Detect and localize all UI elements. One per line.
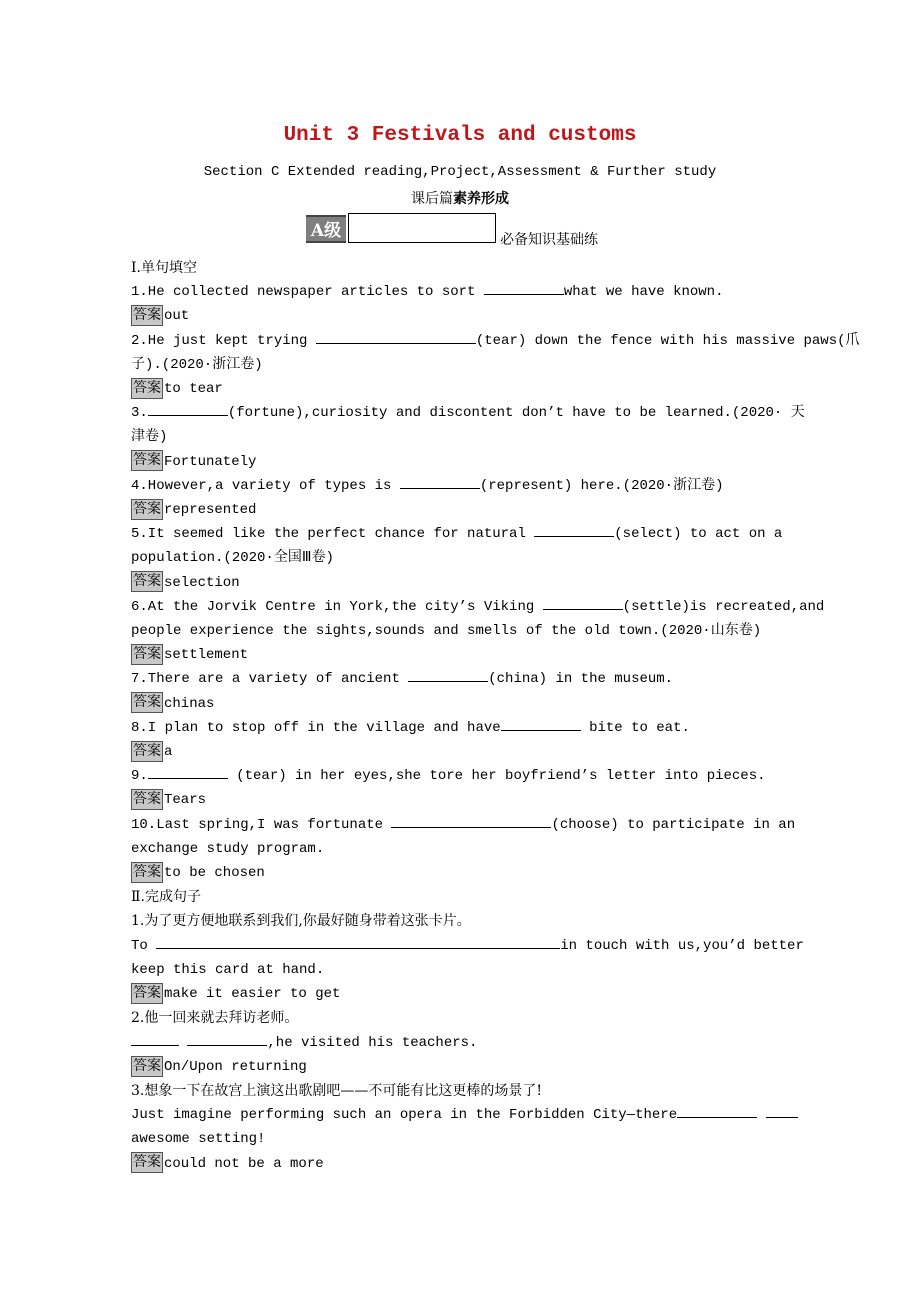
question-text: [757, 1107, 765, 1123]
after-class-label: 课后篇: [411, 191, 453, 207]
answer-text: On/Upon returning: [164, 1058, 307, 1075]
answer-blank[interactable]: [501, 716, 581, 731]
question-text: 6.At the Jorvik Centre in York,the city’s Viking: [131, 598, 543, 615]
question-text: Just imagine performing such an opera in the Forbidden City—there: [131, 1107, 678, 1124]
question-text: (choose) to participate in an: [551, 816, 796, 833]
section-heading: Ⅱ.完成句子: [131, 889, 201, 906]
answer-row: [131, 643, 791, 667]
after-class-subtitle: [0, 188, 920, 208]
unit-title: Unit 3 Festivals and customs: [283, 124, 637, 147]
answer-row: [131, 692, 791, 716]
answer-row: [131, 788, 791, 812]
answer-text: out: [164, 308, 190, 325]
question-text: (tear) down the fence with his massive paws(爪: [475, 332, 860, 349]
answer-blank[interactable]: [408, 667, 488, 682]
question: [131, 280, 791, 304]
answer-tag: 答案: [131, 741, 163, 762]
question-text: (tear) in her eyes,she tore her boyfriend’s letter into pieces.: [227, 768, 766, 785]
answer-blank[interactable]: [187, 1031, 267, 1046]
question-continuation: 津卷): [131, 429, 168, 446]
question: [131, 716, 791, 740]
answer-text: could not be a more: [164, 1155, 324, 1172]
answer-row: [131, 1055, 791, 1079]
answer-blank[interactable]: [400, 474, 480, 489]
answer-blank[interactable]: [484, 280, 564, 295]
question-text: 2.He just kept trying: [131, 332, 316, 349]
question-text: 5.It seemed like the perfect chance for natural: [131, 526, 535, 543]
question-text: 9.: [131, 768, 148, 785]
answer-text: to be chosen: [164, 865, 265, 882]
answer-row: [131, 861, 791, 885]
answer-row: [131, 377, 791, 401]
answer-tag: 答案: [131, 1152, 163, 1173]
answer-tag: 答案: [131, 305, 163, 326]
question-text: 4.However,a variety of types is: [131, 477, 400, 494]
question: [131, 1103, 791, 1127]
question-text: (fortune),curiosity and discontent don’t have to be learned.(2020· 天: [227, 405, 805, 422]
answer-blank[interactable]: [534, 522, 614, 537]
question: [131, 595, 825, 619]
answer-text: selection: [164, 574, 240, 591]
question-text: [179, 1035, 187, 1051]
answer-text: represented: [164, 502, 257, 519]
question-text: 7.There are a variety of ancient: [131, 671, 409, 688]
answer-row: [131, 450, 791, 474]
question-text: (represent) here.(2020·浙江卷): [479, 477, 724, 494]
answer-text: Tears: [164, 792, 207, 809]
answer-text: chinas: [164, 695, 215, 712]
question: [131, 401, 805, 425]
question-continuation: people experience the sights,sounds and smells of the old town.(2020·山东卷): [131, 623, 762, 640]
question-text: (settle)is recreated,and: [622, 598, 825, 615]
question-text: in touch with us,you’d better: [560, 937, 804, 954]
question: [131, 522, 791, 546]
question: [131, 667, 791, 691]
answer-tag: 答案: [131, 378, 163, 399]
answer-text: settlement: [164, 647, 249, 664]
level-badge: A级: [306, 215, 346, 243]
level-box: [348, 213, 496, 243]
answer-text: make it easier to get: [164, 986, 341, 1003]
answer-blank[interactable]: [543, 595, 623, 610]
level-label: 必备知识基础练: [500, 232, 598, 248]
answer-row: [131, 740, 791, 764]
answer-blank[interactable]: [148, 401, 228, 416]
answer-blank[interactable]: [131, 1031, 179, 1046]
answer-blank[interactable]: [316, 329, 476, 344]
question-text: To: [131, 937, 157, 954]
question: [131, 1031, 791, 1055]
answer-blank[interactable]: [677, 1103, 757, 1118]
question-text: (china) in the museum.: [488, 671, 674, 688]
question-text: 8.I plan to stop off in the village and have: [131, 719, 501, 736]
answer-tag: 答案: [131, 983, 163, 1004]
answer-row: [131, 304, 791, 328]
question: [131, 329, 860, 353]
answer-tag: 答案: [131, 862, 163, 883]
question: [131, 813, 796, 837]
answer-row: [131, 571, 791, 595]
answer-row: [131, 498, 791, 522]
question-text: 1.He collected newspaper articles to sort: [131, 284, 484, 301]
answer-tag: 答案: [131, 644, 163, 665]
answer-text: a: [164, 744, 173, 761]
question-text: bite to eat.: [580, 719, 690, 736]
question-continuation: keep this card at hand.: [131, 961, 325, 978]
chinese-prompt: 2.他一回来就去拜访老师。: [131, 1010, 299, 1027]
literacy-label: 素养形成: [453, 191, 509, 207]
question-continuation: exchange study program.: [131, 840, 325, 857]
question-text: 10.Last spring,I was fortunate: [131, 816, 392, 833]
answer-tag: 答案: [131, 571, 163, 592]
question-continuation: awesome setting!: [131, 1131, 266, 1148]
section-subtitle: Section C Extended reading,Project,Assessment & Further study: [203, 164, 717, 180]
answer-tag: 答案: [131, 499, 163, 520]
question: [131, 764, 791, 788]
section-heading: Ⅰ.单句填空: [131, 260, 197, 276]
question-text: 3.: [131, 405, 148, 422]
question-continuation: population.(2020·全国Ⅲ卷): [131, 550, 334, 567]
chinese-prompt: 1.为了更方便地联系到我们,你最好随身带着这张卡片。: [131, 913, 471, 930]
answer-tag: 答案: [131, 450, 163, 471]
answer-row: [131, 1152, 791, 1176]
question-text: ,he visited his teachers.: [267, 1034, 478, 1051]
answer-blank[interactable]: [391, 813, 551, 828]
answer-blank[interactable]: [766, 1103, 798, 1118]
answer-blank[interactable]: [156, 934, 560, 949]
answer-text: Fortunately: [164, 453, 257, 470]
question: [131, 934, 804, 958]
chinese-prompt: 3.想象一下在故宫上演这出歌剧吧——不可能有比这更棒的场景了!: [131, 1082, 542, 1099]
answer-tag: 答案: [131, 1056, 163, 1077]
answer-tag: 答案: [131, 692, 163, 713]
answer-blank[interactable]: [148, 764, 228, 779]
question-text: (select) to act on a: [614, 526, 783, 543]
exercise-content: [131, 256, 860, 1176]
question-text: what we have known.: [563, 284, 724, 301]
answer-row: [131, 982, 791, 1006]
question: [131, 474, 791, 498]
answer-text: to tear: [164, 381, 223, 398]
answer-tag: 答案: [131, 789, 163, 810]
question-continuation: 子).(2020·浙江卷): [131, 356, 263, 373]
